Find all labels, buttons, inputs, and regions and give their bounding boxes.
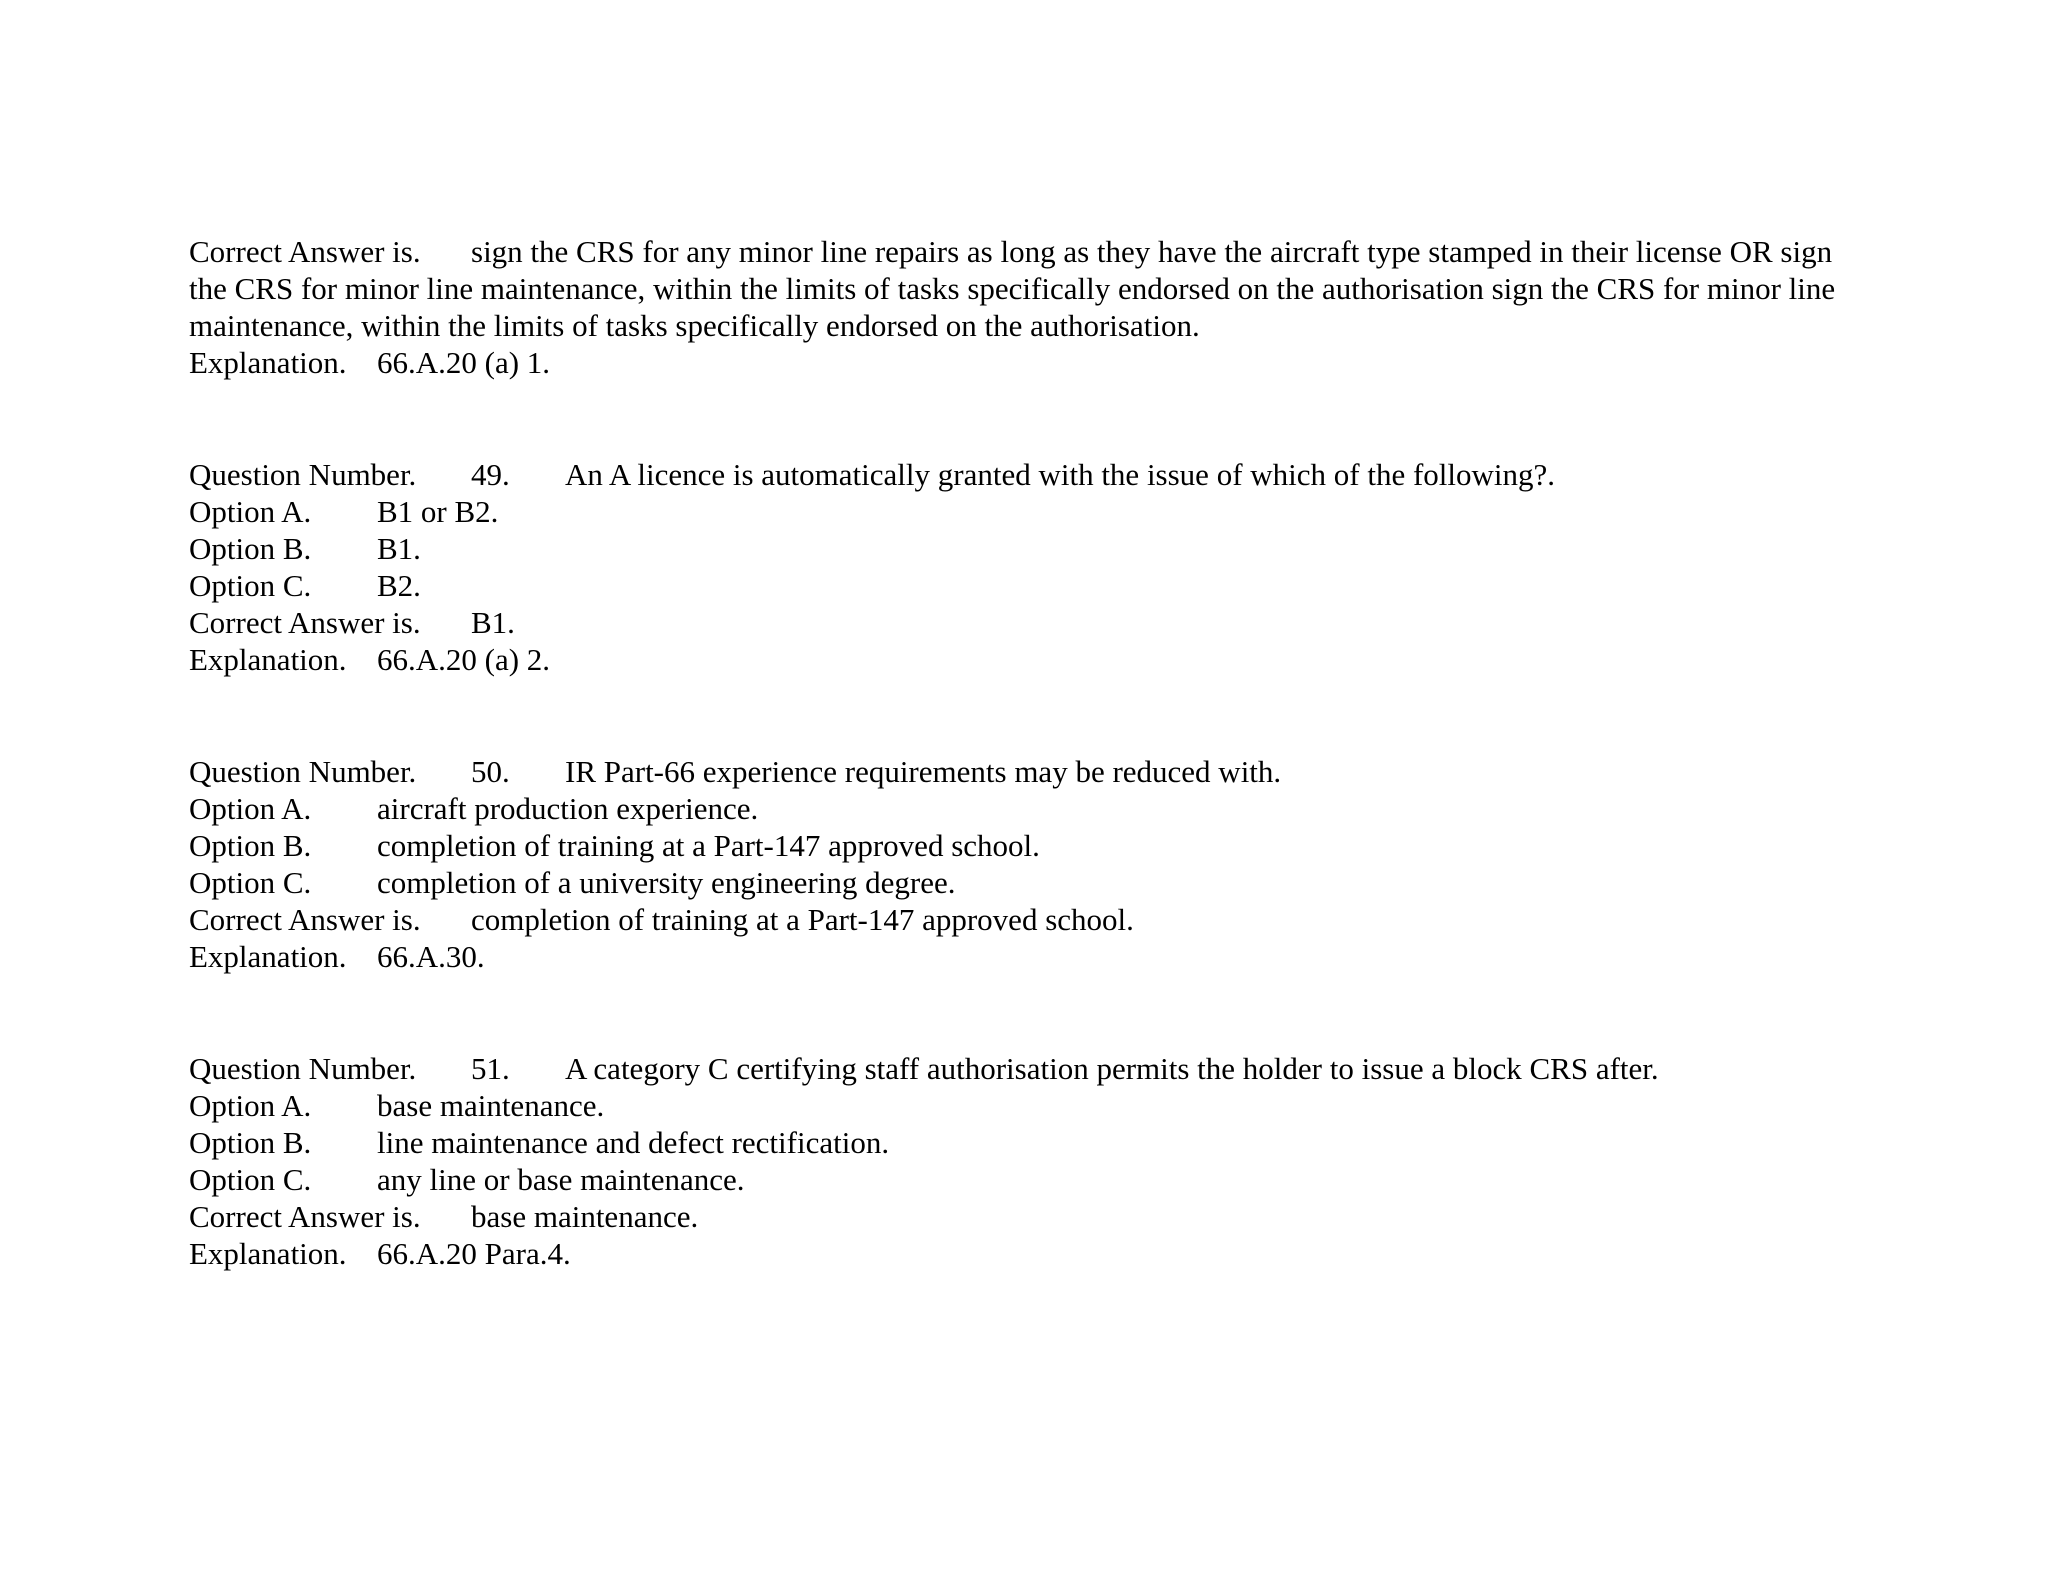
option-line-b — [189, 827, 1879, 864]
question-number-label: Question Number. — [189, 1051, 417, 1086]
correct-answer-label: Correct Answer is. — [189, 1199, 421, 1234]
question-number: 49. — [471, 457, 510, 492]
option-line-c — [189, 567, 1879, 604]
question-number: 51. — [471, 1051, 510, 1086]
correct-answer-text: B1. — [471, 605, 515, 640]
option-label: Option C. — [189, 865, 312, 900]
option-text: B2. — [377, 568, 421, 603]
carryover-correct-line-2 — [189, 270, 1879, 307]
correct-answer-line — [189, 901, 1879, 938]
explanation-label: Explanation. — [189, 939, 347, 974]
explanation-text: 66.A.30. — [377, 939, 485, 974]
explanation-label: Explanation. — [189, 345, 347, 380]
option-text: B1 or B2. — [377, 494, 499, 529]
correct-answer-line — [189, 1198, 1879, 1235]
carryover-correct-line-1 — [189, 233, 1879, 270]
option-label: Option C. — [189, 568, 312, 603]
question-text: An A licence is automatically granted with the issue of which of the following?. — [565, 457, 1556, 492]
explanation-label: Explanation. — [189, 642, 347, 677]
correct-answer-line — [189, 604, 1879, 641]
option-text: aircraft production experience. — [377, 791, 759, 826]
option-line-a — [189, 1087, 1879, 1124]
correct-answer-text-continued: the CRS for minor line maintenance, within the limits of tasks specifically endorsed on the authorisation sign the CRS for minor line — [189, 271, 1836, 306]
correct-answer-text-continued: maintenance, within the limits of tasks specifically endorsed on the authorisation. — [189, 308, 1200, 343]
question-block-50 — [189, 753, 1879, 975]
question-line — [189, 456, 1879, 493]
correct-answer-text: sign the CRS for any minor line repairs as long as they have the aircraft type stamped in their license OR sign — [471, 234, 1833, 269]
option-line-a — [189, 790, 1879, 827]
carryover-explanation-line — [189, 344, 1879, 381]
option-text: line maintenance and defect rectification. — [377, 1125, 890, 1160]
document-page — [189, 233, 1879, 1272]
option-text: base maintenance. — [377, 1088, 605, 1123]
carryover-correct-line-3 — [189, 307, 1879, 344]
option-text: any line or base maintenance. — [377, 1162, 745, 1197]
correct-answer-label: Correct Answer is. — [189, 234, 421, 269]
question-text: A category C certifying staff authorisation permits the holder to issue a block CRS after. — [565, 1051, 1659, 1086]
option-label: Option C. — [189, 1162, 312, 1197]
explanation-line — [189, 1235, 1879, 1272]
option-text: completion of training at a Part-147 approved school. — [377, 828, 1040, 863]
correct-answer-text: base maintenance. — [471, 1199, 699, 1234]
explanation-line — [189, 641, 1879, 678]
explanation-text: 66.A.20 (a) 2. — [377, 642, 551, 677]
option-label: Option A. — [189, 1088, 312, 1123]
question-line — [189, 753, 1879, 790]
option-label: Option A. — [189, 791, 312, 826]
correct-answer-label: Correct Answer is. — [189, 902, 421, 937]
question-block-49 — [189, 456, 1879, 678]
option-label: Option B. — [189, 828, 312, 863]
explanation-text: 66.A.20 (a) 1. — [377, 345, 551, 380]
option-line-c — [189, 1161, 1879, 1198]
option-text: completion of a university engineering degree. — [377, 865, 956, 900]
option-text: B1. — [377, 531, 421, 566]
explanation-label: Explanation. — [189, 1236, 347, 1271]
option-line-a — [189, 493, 1879, 530]
question-number-label: Question Number. — [189, 754, 417, 789]
question-block-51 — [189, 1050, 1879, 1272]
explanation-text: 66.A.20 Para.4. — [377, 1236, 571, 1271]
question-number: 50. — [471, 754, 510, 789]
option-line-b — [189, 530, 1879, 567]
explanation-line — [189, 938, 1879, 975]
option-line-c — [189, 864, 1879, 901]
carryover-block — [189, 233, 1879, 381]
question-number-label: Question Number. — [189, 457, 417, 492]
option-label: Option A. — [189, 494, 312, 529]
option-label: Option B. — [189, 531, 312, 566]
option-label: Option B. — [189, 1125, 312, 1160]
question-text: IR Part-66 experience requirements may be reduced with. — [565, 754, 1282, 789]
correct-answer-text: completion of training at a Part-147 approved school. — [471, 902, 1134, 937]
option-line-b — [189, 1124, 1879, 1161]
correct-answer-label: Correct Answer is. — [189, 605, 421, 640]
question-line — [189, 1050, 1879, 1087]
